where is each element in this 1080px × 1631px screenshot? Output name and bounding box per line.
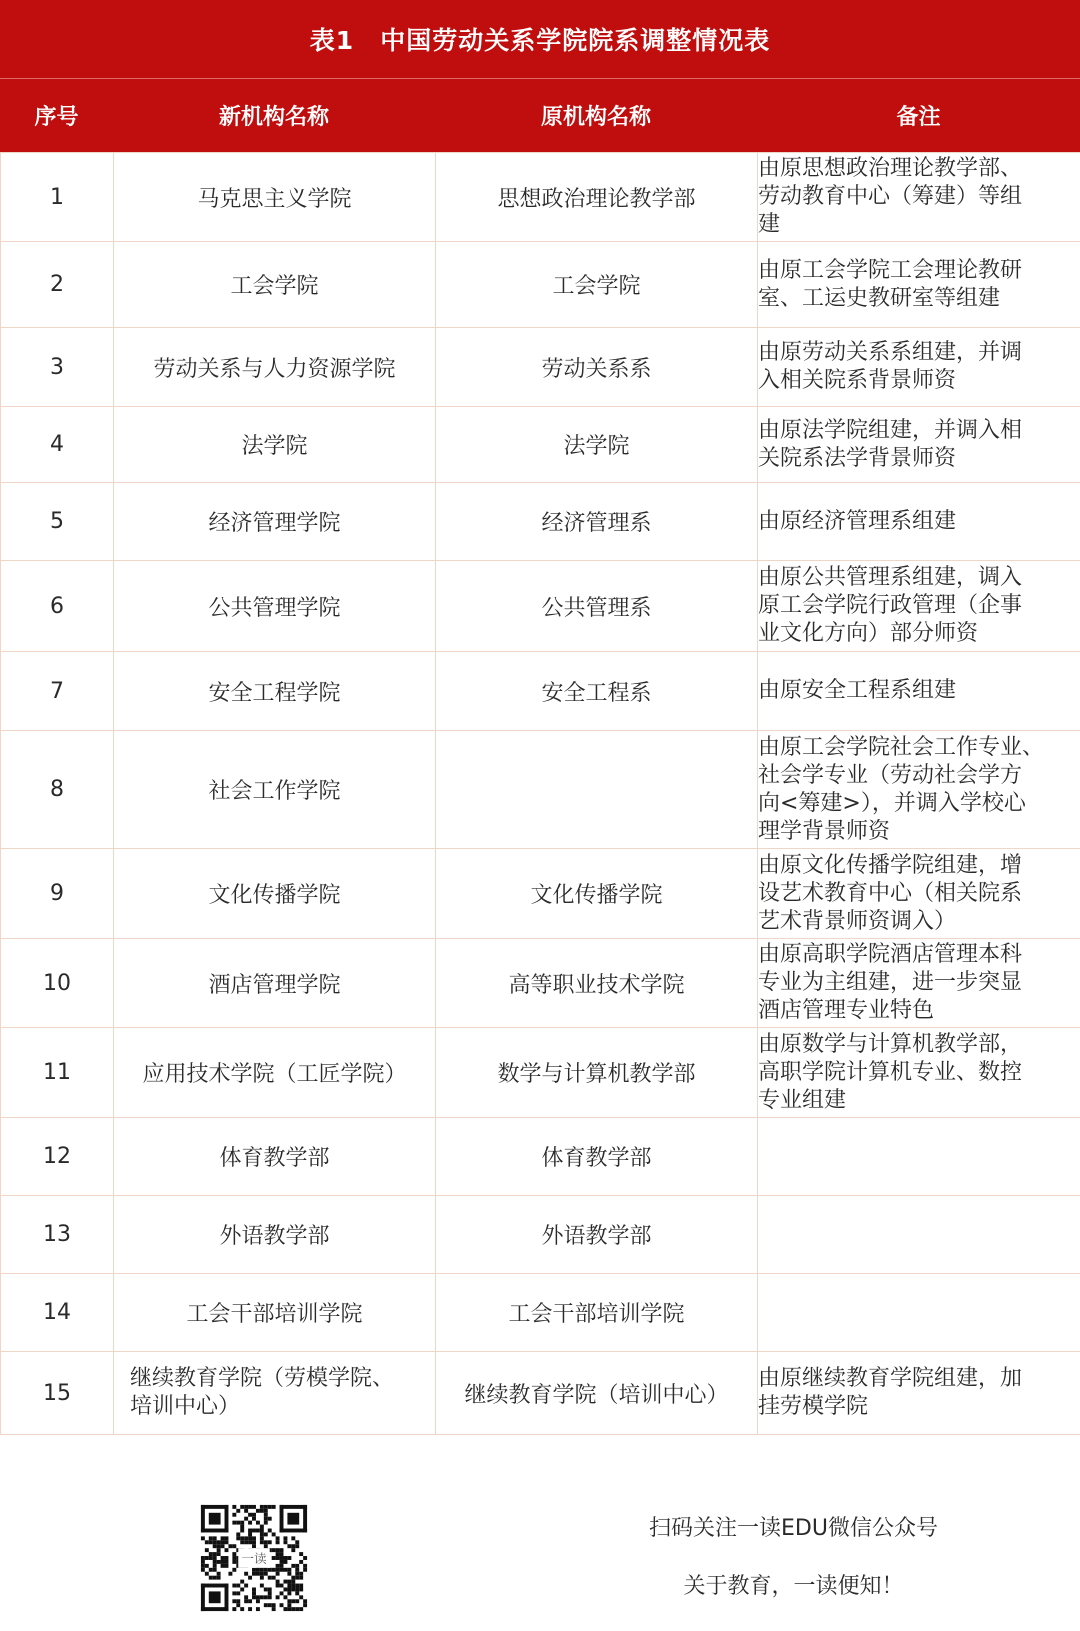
footer — [0, 1484, 1080, 1631]
header-index: 序号 — [34, 105, 79, 130]
new-name-cell: 酒店管理学院 — [114, 939, 436, 1028]
old-name-cell: 经济管理系 — [436, 483, 758, 561]
old-name-cell: 劳动关系系 — [436, 328, 758, 407]
note-cell — [758, 1196, 1080, 1274]
new-name-cell: 法学院 — [114, 407, 436, 483]
note-cell: 由原高职学院酒店管理本科 专业为主组建，进一步突显 酒店管理专业特色 — [758, 939, 1080, 1028]
row-index: 4 — [1, 407, 114, 483]
row-index: 6 — [1, 561, 114, 652]
note-cell — [758, 1274, 1080, 1352]
new-name-cell: 文化传播学院 — [114, 849, 436, 939]
table-title: 表1 中国劳动关系学院院系调整情况表 — [0, 0, 1080, 79]
new-name-cell: 工会干部培训学院 — [114, 1274, 436, 1352]
note-cell: 由原劳动关系系组建，并调 入相关院系背景师资 — [758, 328, 1080, 407]
note-cell: 由原法学院组建，并调入相 关院系法学背景师资 — [758, 407, 1080, 483]
table-row — [1, 849, 1080, 939]
table-row — [1, 652, 1080, 731]
old-name-cell: 继续教育学院（培训中心） — [436, 1352, 758, 1435]
row-index: 3 — [1, 328, 114, 407]
row-index: 1 — [1, 153, 114, 242]
table-row — [1, 483, 1080, 561]
table-row — [1, 1274, 1080, 1352]
slogan: 关于教育，一读便知！ — [683, 1573, 904, 1599]
follow-prompt: 扫码关注一读EDU微信公众号 — [649, 1515, 938, 1541]
old-name-cell: 安全工程系 — [436, 652, 758, 731]
old-name-cell — [436, 731, 758, 849]
old-name-cell: 工会干部培训学院 — [436, 1274, 758, 1352]
table-row — [1, 1352, 1080, 1435]
table-row — [1, 328, 1080, 407]
row-index: 8 — [1, 731, 114, 849]
qr-code-icon — [197, 1501, 311, 1615]
row-index: 14 — [1, 1274, 114, 1352]
note-cell: 由原思想政治理论教学部、 劳动教育中心（筹建）等组 建 — [758, 153, 1080, 242]
header-old-name: 原机构名称 — [540, 105, 651, 130]
new-name-cell: 体育教学部 — [114, 1118, 436, 1196]
old-name-cell: 数学与计算机教学部 — [436, 1028, 758, 1118]
table-row — [1, 561, 1080, 652]
note-cell — [758, 1118, 1080, 1196]
footer-text — [507, 1484, 1080, 1631]
row-index: 7 — [1, 652, 114, 731]
qr-code-area — [0, 1484, 507, 1631]
old-name-cell: 思想政治理论教学部 — [436, 153, 758, 242]
old-name-cell: 法学院 — [436, 407, 758, 483]
old-name-cell: 文化传播学院 — [436, 849, 758, 939]
row-index: 15 — [1, 1352, 114, 1435]
row-index: 11 — [1, 1028, 114, 1118]
note-cell: 由原继续教育学院组建，加 挂劳模学院 — [758, 1352, 1080, 1435]
table-row — [1, 731, 1080, 849]
old-name-cell: 高等职业技术学院 — [436, 939, 758, 1028]
new-name-cell: 应用技术学院（工匠学院） — [114, 1028, 436, 1118]
adjustment-table — [0, 152, 1080, 1435]
table-row — [1, 407, 1080, 483]
table-row — [1, 939, 1080, 1028]
note-cell: 由原安全工程系组建 — [758, 652, 1080, 731]
old-name-cell: 外语教学部 — [436, 1196, 758, 1274]
new-name-cell: 工会学院 — [114, 242, 436, 328]
table-row — [1, 1028, 1080, 1118]
old-name-cell: 体育教学部 — [436, 1118, 758, 1196]
new-name-cell: 劳动关系与人力资源学院 — [114, 328, 436, 407]
new-name-cell: 安全工程学院 — [114, 652, 436, 731]
old-name-cell: 公共管理系 — [436, 561, 758, 652]
new-name-cell: 外语教学部 — [114, 1196, 436, 1274]
new-name-cell: 社会工作学院 — [114, 731, 436, 849]
new-name-cell: 继续教育学院（劳模学院、 培训中心） — [114, 1352, 436, 1435]
header-new-name: 新机构名称 — [218, 105, 329, 130]
note-cell: 由原文化传播学院组建，增 设艺术教育中心（相关院系 艺术背景师资调入） — [758, 849, 1080, 939]
row-index: 13 — [1, 1196, 114, 1274]
note-cell: 由原工会学院工会理论教研 室、工运史教研室等组建 — [758, 242, 1080, 328]
row-index: 10 — [1, 939, 114, 1028]
table-header — [0, 79, 1080, 152]
row-index: 9 — [1, 849, 114, 939]
new-name-cell: 公共管理学院 — [114, 561, 436, 652]
note-cell: 由原经济管理系组建 — [758, 483, 1080, 561]
qr-center-label: 一读 — [240, 1550, 267, 1566]
row-index: 12 — [1, 1118, 114, 1196]
table-row — [1, 242, 1080, 328]
note-cell: 由原公共管理系组建，调入 原工会学院行政管理（企事 业文化方向）部分师资 — [758, 561, 1080, 652]
note-cell: 由原工会学院社会工作专业、 社会学专业（劳动社会学方 向<筹建>），并调入学校心 理学背景师资 — [758, 731, 1080, 849]
row-index: 2 — [1, 242, 114, 328]
table-row — [1, 1196, 1080, 1274]
new-name-cell: 马克思主义学院 — [114, 153, 436, 242]
row-index: 5 — [1, 483, 114, 561]
new-name-cell: 经济管理学院 — [114, 483, 436, 561]
old-name-cell: 工会学院 — [436, 242, 758, 328]
header-note: 备注 — [896, 105, 941, 130]
table-row — [1, 1118, 1080, 1196]
table-row — [1, 153, 1080, 242]
note-cell: 由原数学与计算机教学部， 高职学院计算机专业、数控 专业组建 — [758, 1028, 1080, 1118]
